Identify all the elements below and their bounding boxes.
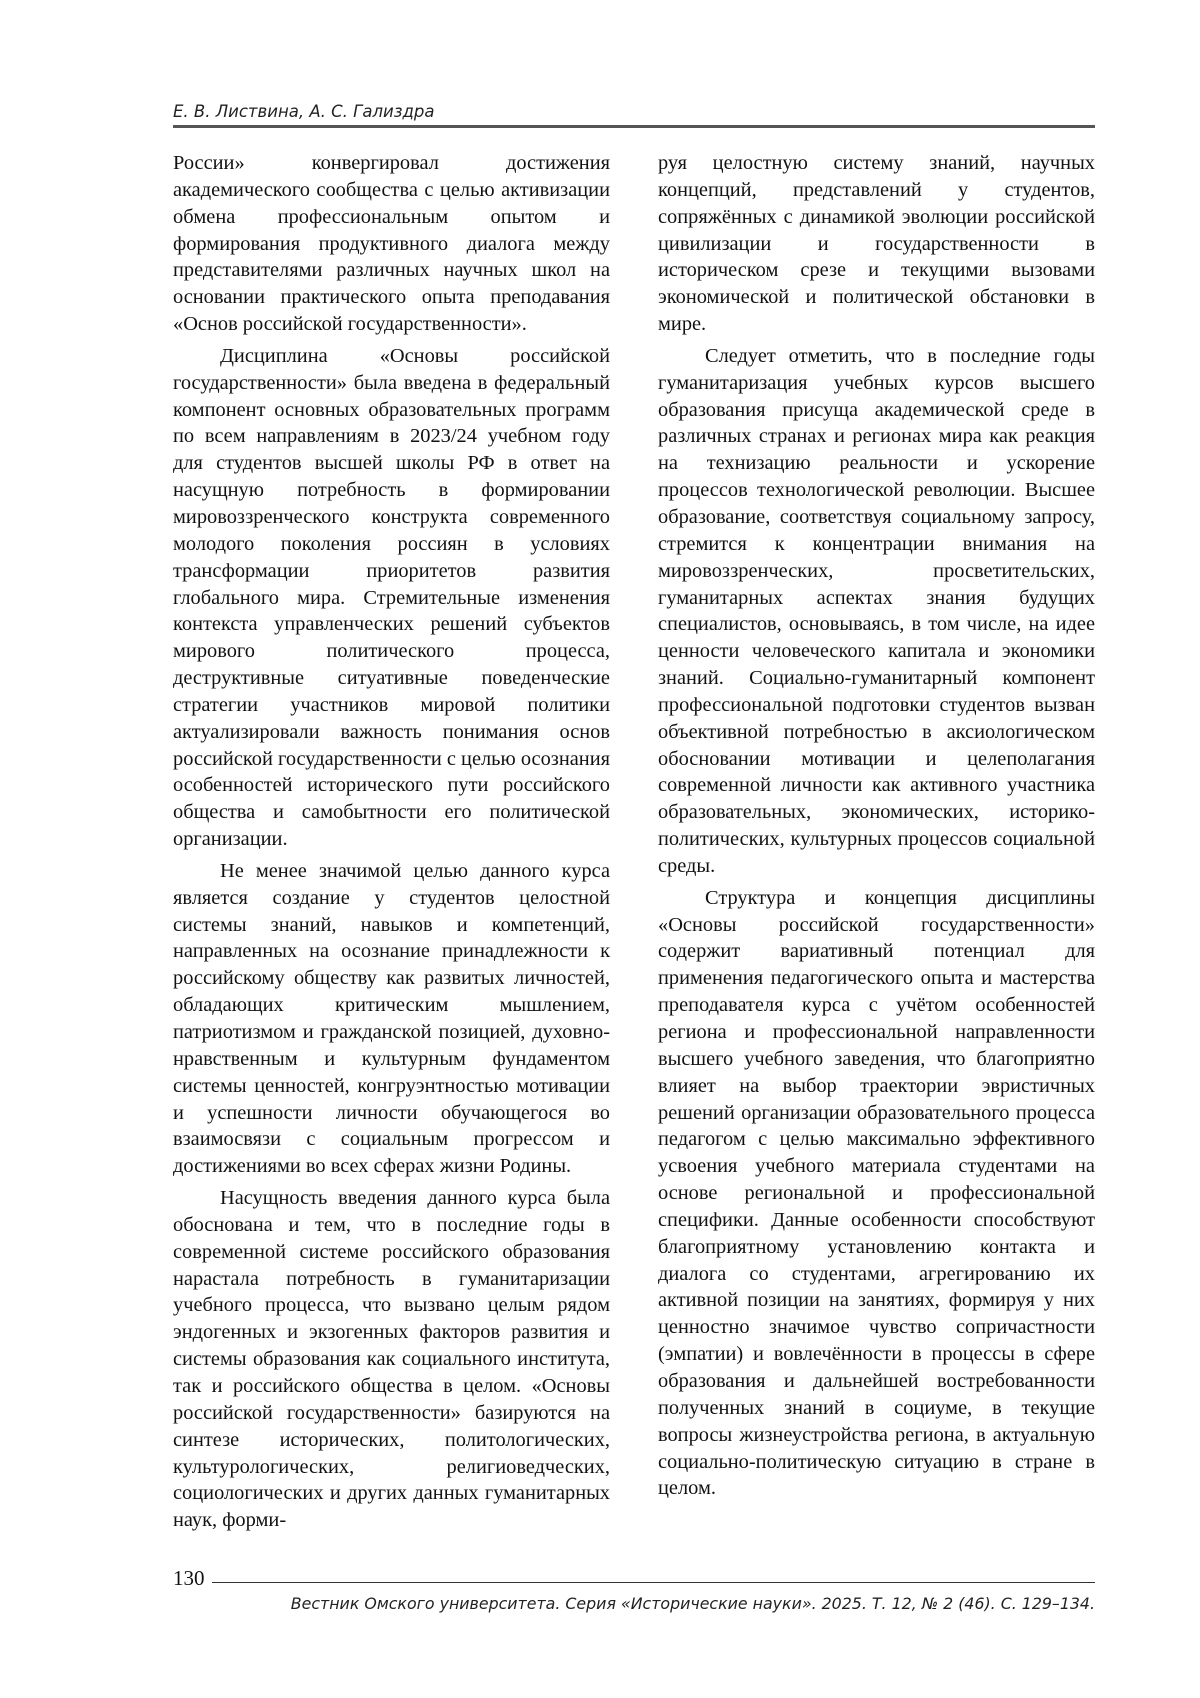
left-column — [173, 150, 610, 1539]
running-head-authors: Е. В. Листвина, А. С. Гализдра — [173, 102, 435, 121]
paragraph: Следует отметить, что в последние годы гуманитаризация учебных курсов высшего образования присуща академической среде в различных странах и регионах мира как реакция на технизацию реальности и ускорение процессов технологической революции. Высшее образование, соответствуя социальному запросу, стремится к концентрации внимания на мировоззренческих, просветительских, гуманитарных аспектах знания будущих специалистов, основываясь, в том числе, на идее ценности человеческого капитала и экономики знаний. Социально-гуманитарный компонент профессиональной подготовки студентов вызван объективной потребностью в аксиологическом обосновании мотивации и целеполагания современной личности как активного участника образовательных, экономических, историко-политических, культурных процессов социальной среды. — [658, 344, 1095, 877]
paragraph: Дисциплина «Основы российской государственности» была введена в федеральный компонент основных образовательных программ по всем направлениям в 2023/24 учебном году для студентов высшей школы РФ в ответ на насущную потребность в формировании мировоззренческого конструкта современного молодого поколения россиян в условиях трансформации приоритетов развития глобального мира. Стремительные изменения контекста управленческих решений субъектов мирового политического процесса, деструктивные ситуативные поведенческие стратегии участников мировой политики актуализировали важность понимания основ российской государственности с целью осознания особенностей исторического пути российского общества и самобытности его политической организации. — [173, 344, 610, 851]
right-column — [658, 150, 1095, 1507]
footer-rule — [212, 1582, 1095, 1583]
paragraph: руя целостную систему знаний, научных концепций, представлений у студентов, сопряжённых с динамикой эволюции российской цивилизации и государственности в историческом срезе и текущими вызовами экономической и политической обстановки в мире. — [658, 152, 1095, 336]
page-number: 130 — [173, 1566, 205, 1590]
paragraph: Структура и концепция дисциплины «Основы российской государственности» содержит вариативный потенциал для применения педагогического опыта и мастерства преподавателя курса с учётом особенностей региона и профессиональной направленности высшего учебного заведения, что благоприятно влияет на выбор траектории эвристичных решений организации образовательного процесса педагогом с целью максимально эффективного усвоения учебного материала студентами на основе региональной и профессиональной специфики. Данные особенности способствуют благоприятному установлению контакта и диалога со студентами, агрегированию их активной позиции на занятиях, формируя у них ценностно значимое чувство сопричастности (эмпатии) и вовлечённости в процессы в сфере образования и дальнейшей востребованности полученных знаний в социуме, в текущие вопросы жизнеустройства региона, в актуальную социально-политическую ситуацию в стране в целом. — [658, 886, 1095, 1500]
header-rule — [173, 125, 1095, 128]
paragraph: Насущность введения данного курса была обоснована и тем, что в последние годы в современной системе российского образования нарастала потребность в гуманитаризации учебного процесса, что вызвано целым рядом эндогенных и экзогенных факторов развития и системы образования как социального института, так и российского общества в целом. «Основы российской государственности» базируются на синтезе исторических, политологических, культурологических, религиоведческих, социологических и других данных гуманитарных наук, форми- — [173, 1187, 610, 1532]
journal-reference: Вестник Омского университета. Серия «Исторические науки». 2025. Т. 12, № 2 (46). С. 129–134. — [290, 1594, 1095, 1613]
paragraph: Не менее значимой целью данного курса является создание у студентов целостной системы знаний, навыков и компетенций, направленных на осознание принадлежности к российскому обществу как развитых личностей, обладающих критическим мышлением, патриотизмом и гражданской позицией, духовно-нравственным и культурным фундаментом системы ценностей, конгруэнтностью мотивации и успешности личности обучающегося во взаимосвязи с социальным прогрессом и достижениями во всех сферах жизни Родины. — [173, 859, 610, 1178]
paragraph: России» конвергировал достижения академического сообщества с целью активизации обмена профессиональным опытом и формирования продуктивного диалога между представителями различных научных школ на основании практического опыта преподавания «Основ российской государственности». — [173, 152, 610, 336]
